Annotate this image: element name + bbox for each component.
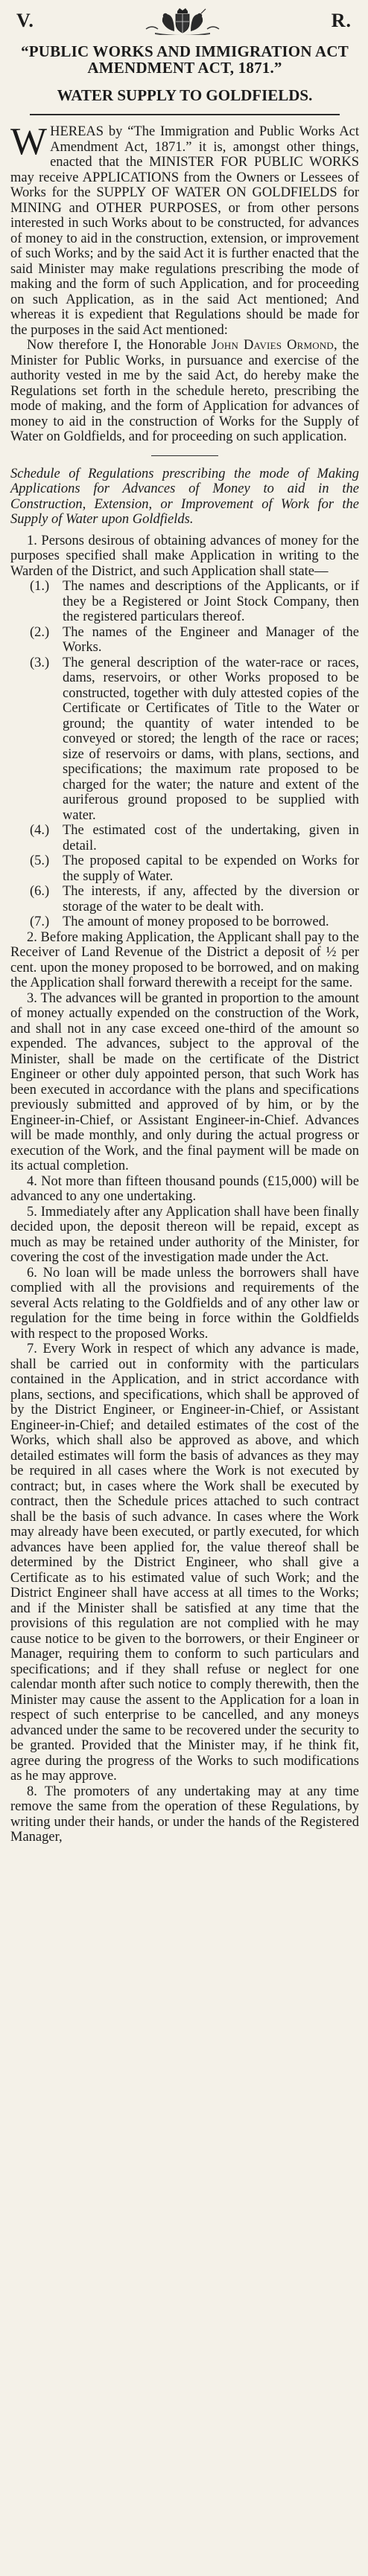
- cipher-letter-left: V.: [16, 10, 34, 31]
- royal-coat-of-arms-icon: [142, 7, 223, 35]
- list-item: [30, 853, 359, 884]
- schedule-title: Schedule of Regulations prescribing the mode of Making Applications for Advances of Money to aid in the Construction, Extension, or Improvement of Work for the Supply of Water upon Goldfields.: [10, 466, 359, 527]
- item-number: (2.): [30, 624, 50, 640]
- regulation-3: 3. The advances will be granted in proportion to the amount of money actually expended on the construction of the Work, and shall not in any case exceed one-third of the amount so expended. The advances, subject to the approval of the Minister, shall be made on the certificate of the District Engineer or other duly appointed person, that such Work has been executed in accordance with the plans and specifications previously submitted and approved of by him, or by the Engineer-in-Chief, or Assistant Engineer-in-Chief. Advances will be made monthly, and only during the actual progress or execution of the Work, and the final payment will be made on its actual completion.: [10, 990, 359, 1173]
- notice-subtitle: WATER SUPPLY TO GOLDFIELDS.: [57, 86, 313, 104]
- item-text: The interests, if any, affected by the diversion or storage of the water to be dealt with.: [63, 884, 359, 914]
- regulation-4: 4. Not more than fifteen thousand pounds (£15,000) will be advanced to any one undertaking.: [10, 1173, 359, 1204]
- list-item: [30, 914, 359, 930]
- title-divider: [30, 114, 340, 115]
- list-item: [30, 625, 359, 656]
- list-item: [30, 884, 359, 914]
- list-item: [30, 656, 359, 824]
- regulation-2: 2. Before making Application, the Applicant shall pay to the Receiver of Land Revenue of the District a deposit of ½ per cent. upon the money proposed to be borrowed, and on making the Application shall forward therewith a receipt for the same.: [10, 929, 359, 990]
- item-number: (5.): [30, 853, 50, 868]
- notice-title: “PUBLIC WORKS AND IMMIGRATION ACT AMENDMENT ACT, 1871.”: [21, 42, 349, 77]
- list-item: [30, 823, 359, 853]
- section-divider: [151, 455, 218, 456]
- regulation-6: 6. No loan will be made unless the borrowers shall have complied with all the provisions and requirements of the several Acts relating to the Goldfields and of any other law or regulation for the time being in force within the Goldfields with respect to the proposed Works.: [10, 1265, 359, 1342]
- regulation-8: 8. The promoters of any undertaking may at any time remove the same from the operation of these Regulations, by writing under their hands, or under the hands of the Registered Manager,: [10, 1784, 359, 1845]
- regulation-5: 5. Immediately after any Application shall have been finally decided upon, the deposit thereon will be repaid, except as much as may be retained under authority of the Minister, for covering the cost of the investigation made under the Act.: [10, 1204, 359, 1265]
- item-number: (3.): [30, 655, 50, 670]
- list-item: [30, 579, 359, 625]
- item-number: (6.): [30, 884, 50, 899]
- regulation-1-items: [10, 579, 359, 930]
- preamble-paragraph-2: [10, 338, 359, 445]
- royal-header: [10, 6, 359, 36]
- item-text: The names of the Engineer and Manager of the Works.: [63, 624, 359, 655]
- minister-name: John Davies Ormond: [211, 338, 334, 353]
- item-text: The estimated cost of the undertaking, given in detail.: [63, 823, 359, 853]
- item-number: (7.): [30, 914, 50, 929]
- regulation-7: 7. Every Work in respect of which any advance is made, shall be carried out in conformity with the particulars contained in the Application, and in strict accordance with plans, sections, and specifications, which shall be approved of by the District Engineer, or Engineer-in-Chief, or Assistant Engineer-in-Chief; and detailed estimates of the cost of the Works, which shall also be approved as above, and which detailed estimates will form the basis of advances as they may be required in all cases where the Work is not executed by contract; but, in cases where the Work shall be executed by contract, then the Schedule prices attached to such contract shall be the basis of such advance. In cases where the Work may already have been executed, or partly executed, for which advances have been applied for, the value thereof shall be determined by the District Engineer, who shall give a Certificate as to his estimated value of such Work; and the District Engineer shall have access at all times to the Works; and if the Minister shall be satisfied at any time that the provisions of this regulation are not complied with he may cause notice to be given to the borrowers, or their Engineer or Manager, requiring them to conform to such particulars and specifications; and if they shall refuse or neglect for one calendar month after such notice to comply therewith, then the Minister may cause the assent to the Application for a loan in respect of such enterprise to be cancelled, and any moneys advanced under the same to be recovered under the security to be granted. Provided that the Minister may, if he think fit, agree during the progress of the Works to such modifications as he may approve.: [10, 1342, 359, 1784]
- item-text: The names and descriptions of the Applicants, or if they be a Registered or Joint Stock Company, then the registered particulars thereof.: [63, 579, 359, 624]
- cipher-letter-right: R.: [331, 10, 352, 31]
- item-text: The proposed capital to be expended on Works for the supply of Water.: [63, 853, 359, 884]
- preamble-lead: Now therefore I, the Honorable: [27, 338, 212, 353]
- item-text: The general description of the water-race or races, dams, reservoirs, or other Works proposed to be constructed, together with duly attested copies of the Certificate or Certificates of Title to the Water or ground; the quantity of water intended to be conveyed or stored; the length of the race or races; size of reservoirs or dams, with plans, sections, and specifications; the maximum rate proposed to be charged for the water; the nature and extent of the auriferous ground proposed to be supplied with water.: [63, 655, 359, 823]
- drop-cap: W: [10, 121, 48, 163]
- preamble-rest: , the Minister for Public Works, in pursuance and exercise of the authority vested in me by the said Act, do hereby make the Regulations set forth in the schedule hereto, prescribing the mode of making, and the form of Application for advances of money to aid in the construction of Works for the Supply of Water on Goldfields, and for proceeding on such application.: [10, 338, 359, 444]
- preamble-paragraph-1: [10, 121, 359, 338]
- regulation-1: 1. Persons desirous of obtaining advances of money for the purposes specified shall make Application in writing to the Warden of the District, and such Application shall state—: [10, 533, 359, 579]
- preamble-text-1: HEREAS by “The Immigration and Public Works Act Amendment Act, 1871.” it is, amongst other things, enacted that the MINISTER FOR PUBLIC WORKS may receive APPLICATIONS from the Owners or Lessees of Works for the SUPPLY OF WATER ON GOLDFIELDS for MINING and OTHER PURPOSES, or from other persons interested in such Works about to be constructed, for advances of money to aid in the construction, extension, or improvement of such Works; and by the said Act it is further enacted that the said Minister may make regulations prescribing the mode of making and the form of such Application, and for proceeding on such Application, as in the said Act mentioned; And whereas it is expedient that Regulations should be made for the purposes in the said Act mentioned:: [10, 124, 359, 338]
- item-number: (4.): [30, 823, 50, 838]
- item-number: (1.): [30, 579, 50, 594]
- item-text: The amount of money proposed to be borrowed.: [63, 914, 329, 929]
